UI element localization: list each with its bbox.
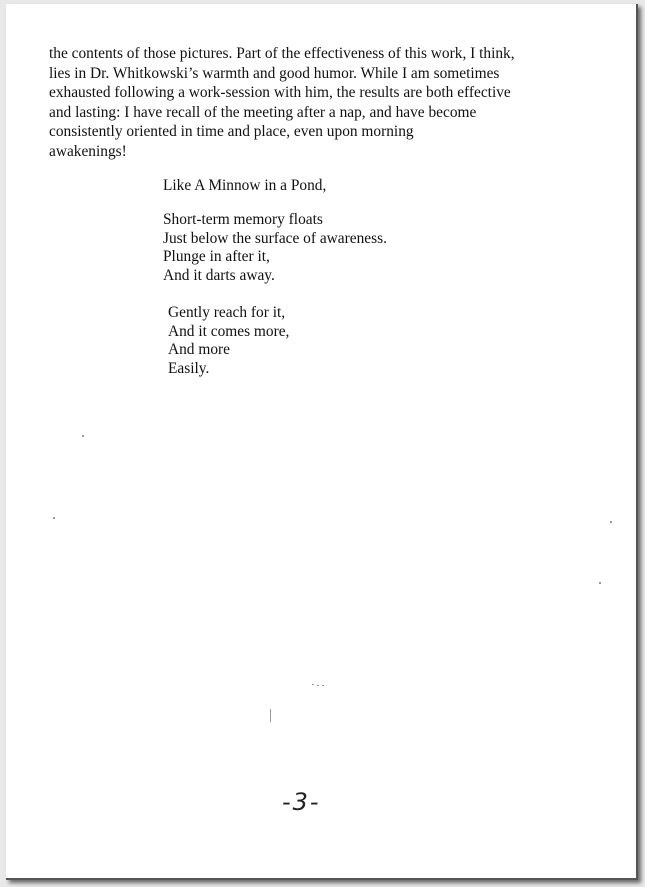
paragraph-line: and lasting: I have recall of the meeting after a nap, and have become (49, 103, 477, 121)
poem-stanza-2 (168, 304, 289, 379)
poem-line: And more (168, 341, 230, 359)
scan-speck (53, 517, 55, 519)
page-number: -3- (282, 788, 321, 816)
paragraph-line: the contents of those pictures. Part of the effectiveness of this work, I think, (49, 45, 515, 62)
poem-stanza-1 (163, 211, 387, 286)
scan-speck (312, 684, 314, 685)
paragraph-line: lies in Dr. Whitkowski’s warmth and good humor. While I am sometimes (49, 64, 500, 82)
body-paragraph (49, 44, 609, 161)
scan-mark (270, 709, 271, 722)
poem-line: Easily. (168, 360, 210, 378)
poem-line: Just below the surface of awareness. (163, 229, 387, 247)
paragraph-line: awakenings! (49, 142, 127, 160)
scan-speck (610, 521, 612, 523)
poem-line: Plunge in after it, (163, 248, 270, 266)
document-page (6, 4, 638, 880)
paragraph-line: consistently oriented in time and place, even upon morning (49, 123, 414, 140)
poem-line: And it comes more, (168, 322, 290, 340)
scan-speck (599, 582, 601, 584)
scan-speck (317, 685, 319, 686)
poem-line: Gently reach for it, (168, 304, 286, 321)
scan-speck (82, 435, 84, 437)
poem-line: Short-term memory floats (163, 211, 323, 228)
poem-title: Like A Minnow in a Pond, (163, 177, 327, 194)
scan-speck (322, 685, 324, 686)
paragraph-line: exhausted following a work-session with him, the results are both effective (49, 84, 511, 101)
poem-line: And it darts away. (163, 267, 275, 285)
